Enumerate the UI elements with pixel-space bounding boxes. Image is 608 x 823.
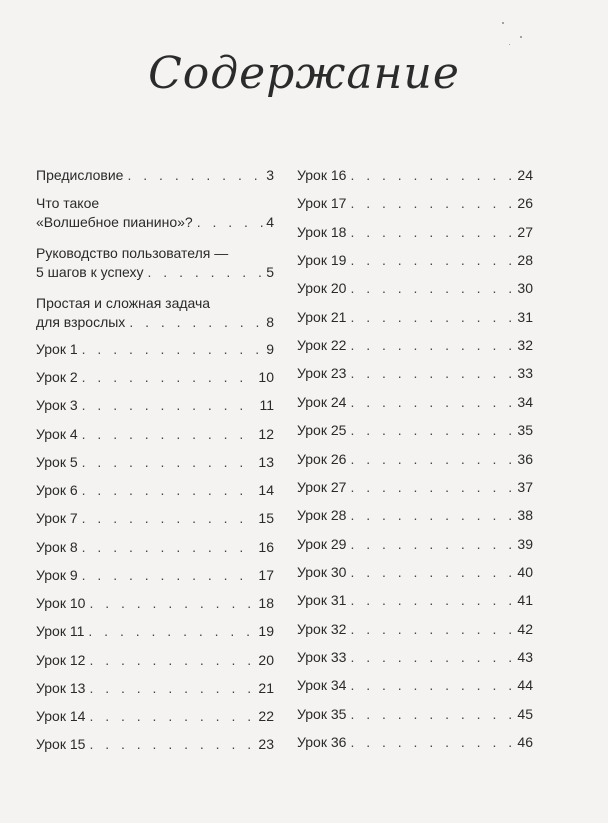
toc-entry-title: Урок 34	[297, 677, 347, 693]
toc-dot-leader	[82, 396, 257, 415]
toc-item	[297, 166, 533, 185]
toc-entry	[297, 705, 533, 724]
toc-page-number: 28	[517, 252, 533, 268]
toc-dot-leader	[350, 450, 514, 469]
toc-entry-title: Урок 11	[36, 623, 85, 639]
toc-page-number: 4	[266, 214, 274, 230]
toc-entry	[36, 481, 274, 500]
toc-item	[36, 509, 274, 528]
toc-item	[36, 340, 274, 359]
toc-page-number: 30	[517, 280, 533, 296]
toc-item	[36, 707, 274, 726]
toc-dot-leader	[197, 213, 264, 232]
toc-item	[36, 194, 274, 232]
toc-item	[297, 421, 533, 440]
toc-entry-title: Урок 6	[36, 482, 78, 498]
toc-dot-leader	[350, 279, 514, 298]
toc-entry-title: Урок 20	[297, 280, 347, 296]
toc-entry-title: Урок 4	[36, 426, 78, 442]
toc-entry	[297, 364, 533, 383]
toc-item	[297, 336, 533, 355]
toc-entry-title: Урок 21	[297, 309, 347, 325]
toc-entry	[297, 563, 533, 582]
toc-entry-title-line: Руководство пользователя —	[36, 245, 229, 261]
toc-entry-title: Урок 36	[297, 734, 347, 750]
toc-item	[36, 481, 274, 500]
toc-dot-leader	[129, 313, 263, 332]
toc-page-number: 3	[266, 167, 274, 183]
toc-item	[297, 393, 533, 412]
toc-entry-title: Урок 16	[297, 167, 347, 183]
toc-item	[36, 396, 274, 415]
paper-speck	[520, 36, 522, 38]
toc-entry	[297, 223, 533, 242]
toc-dot-leader	[82, 340, 264, 359]
toc-page-number: 24	[517, 167, 533, 183]
toc-page-number: 27	[517, 224, 533, 240]
toc-page-number: 20	[258, 652, 274, 668]
toc-item	[36, 368, 274, 387]
toc-item	[36, 538, 274, 557]
toc-dot-leader	[88, 622, 255, 641]
toc-dot-leader	[350, 364, 514, 383]
toc-entry	[297, 336, 533, 355]
toc-entry-title: Урок 24	[297, 394, 347, 410]
toc-dot-leader	[82, 509, 256, 528]
toc-item	[297, 676, 533, 695]
toc-item	[297, 705, 533, 724]
toc-entry-title: Урок 14	[36, 708, 86, 724]
toc-page-number: 44	[517, 677, 533, 693]
paper-speck	[509, 44, 510, 45]
toc-page-number: 45	[517, 706, 533, 722]
toc-item	[297, 620, 533, 639]
toc-entry-title: Урок 32	[297, 621, 347, 637]
toc-item	[36, 244, 274, 282]
toc-item	[36, 594, 274, 613]
toc-entry-title: Урок 17	[297, 195, 347, 211]
toc-item	[36, 453, 274, 472]
toc-entry	[36, 679, 274, 698]
toc-page-number: 43	[517, 649, 533, 665]
toc-entry	[36, 396, 274, 415]
toc-entry	[297, 450, 533, 469]
toc-dot-leader	[350, 251, 514, 270]
toc-item	[297, 506, 533, 525]
toc-dot-leader	[82, 538, 256, 557]
toc-dot-leader	[350, 393, 514, 412]
toc-dot-leader	[350, 733, 514, 752]
toc-page-number: 22	[258, 708, 274, 724]
toc-entry	[36, 538, 274, 557]
toc-dot-leader	[350, 648, 514, 667]
toc-page-number: 18	[258, 595, 274, 611]
toc-dot-leader	[350, 535, 514, 554]
toc-dot-leader	[350, 676, 514, 695]
toc-entry-title: Урок 10	[36, 595, 86, 611]
toc-entry	[297, 591, 533, 610]
toc-entry	[297, 535, 533, 554]
toc-dot-leader	[148, 263, 264, 282]
toc-item	[297, 733, 533, 752]
toc-entry-title: Урок 22	[297, 337, 347, 353]
toc-page-number: 36	[517, 451, 533, 467]
toc-item	[297, 279, 533, 298]
toc-dot-leader	[350, 421, 514, 440]
toc-page-number: 13	[258, 454, 274, 470]
toc-entry-title-line: Что такое	[36, 195, 100, 211]
toc-page-number: 14	[258, 482, 274, 498]
toc-page-number: 34	[517, 394, 533, 410]
toc-dot-leader	[89, 594, 255, 613]
toc-entry-title: Урок 29	[297, 536, 347, 552]
toc-entry-title: Урок 9	[36, 567, 78, 583]
toc-entry-title: Урок 19	[297, 252, 347, 268]
toc-entry-title: Урок 5	[36, 454, 78, 470]
toc-entry-title: для взрослых	[36, 314, 126, 330]
toc-entry-title: Урок 31	[297, 592, 347, 608]
toc-entry	[36, 453, 274, 472]
toc-dot-leader	[350, 223, 514, 242]
toc-page-number: 23	[258, 736, 274, 752]
toc-item	[297, 478, 533, 497]
toc-item	[297, 308, 533, 327]
toc-entry-title: Урок 13	[36, 680, 86, 696]
toc-dot-leader	[89, 651, 255, 670]
toc-entry-title: Урок 8	[36, 539, 78, 555]
toc-dot-leader	[350, 308, 514, 327]
toc-entry-title: Урок 1	[36, 341, 78, 357]
toc-item	[297, 450, 533, 469]
toc-entry-title: Урок 18	[297, 224, 347, 240]
toc-page-number: 39	[517, 536, 533, 552]
toc-page-number: 10	[258, 369, 274, 385]
toc-entry	[36, 735, 274, 754]
toc-item	[36, 735, 274, 754]
toc-entry	[297, 279, 533, 298]
toc-dot-leader	[350, 506, 514, 525]
toc-entry-title: 5 шагов к успеху	[36, 264, 144, 280]
toc-entry	[36, 313, 274, 332]
toc-entry	[297, 166, 533, 185]
toc-page-number: 5	[266, 264, 274, 280]
toc-page-number: 33	[517, 365, 533, 381]
toc-entry	[36, 213, 274, 232]
toc-item	[297, 648, 533, 667]
toc-item	[297, 535, 533, 554]
toc-item	[36, 679, 274, 698]
toc-dot-leader	[89, 735, 255, 754]
page-title: Содержание	[148, 48, 460, 99]
toc-entry	[297, 733, 533, 752]
toc-entry	[297, 478, 533, 497]
toc-entry	[297, 506, 533, 525]
toc-dot-leader	[350, 591, 514, 610]
toc-entry-title: Урок 25	[297, 422, 347, 438]
toc-item	[36, 425, 274, 444]
toc-entry	[36, 707, 274, 726]
toc-entry-title: Урок 7	[36, 510, 78, 526]
toc-item	[297, 223, 533, 242]
toc-item	[36, 566, 274, 585]
toc-dot-leader	[82, 425, 256, 444]
toc-page-number: 11	[259, 397, 274, 413]
toc-page-number: 8	[266, 314, 274, 330]
toc-page-number: 38	[517, 507, 533, 523]
toc-entry-title: Урок 33	[297, 649, 347, 665]
toc-entry-title: Урок 23	[297, 365, 347, 381]
toc-page-number: 9	[266, 341, 274, 357]
toc-entry	[36, 622, 274, 641]
toc-entry	[297, 421, 533, 440]
toc-page-number: 41	[517, 592, 533, 608]
toc-item	[297, 563, 533, 582]
toc-dot-leader	[82, 566, 256, 585]
toc-item	[297, 251, 533, 270]
toc-entry	[297, 393, 533, 412]
toc-entry-title: Урок 35	[297, 706, 347, 722]
toc-entry-title: Урок 3	[36, 397, 78, 413]
toc-item	[297, 591, 533, 610]
toc-item	[297, 194, 533, 213]
toc-entry-title: Урок 27	[297, 479, 347, 495]
toc-entry	[36, 263, 274, 282]
toc-entry	[36, 340, 274, 359]
toc-item	[36, 294, 274, 332]
toc-page-number: 15	[258, 510, 274, 526]
toc-page-number: 31	[517, 309, 533, 325]
toc-dot-leader	[350, 166, 514, 185]
toc-item	[36, 651, 274, 670]
toc-page-number: 40	[517, 564, 533, 580]
toc-entry	[297, 648, 533, 667]
toc-entry	[297, 308, 533, 327]
toc-page-number: 46	[517, 734, 533, 750]
toc-dot-leader	[350, 478, 514, 497]
toc-entry-title-line: Простая и сложная задача	[36, 295, 211, 311]
toc-entry	[36, 166, 274, 185]
toc-dot-leader	[82, 368, 256, 387]
toc-entry	[36, 651, 274, 670]
toc-entry	[36, 368, 274, 387]
toc-entry	[36, 594, 274, 613]
toc-page-number: 35	[517, 422, 533, 438]
toc-entry-title: Предисловие	[36, 167, 124, 183]
toc-item	[297, 364, 533, 383]
toc-page-number: 42	[517, 621, 533, 637]
toc-item	[36, 622, 274, 641]
toc-entry-title: Урок 15	[36, 736, 86, 752]
toc-page-number: 26	[517, 195, 533, 211]
toc-page-number: 37	[517, 479, 533, 495]
toc-item	[36, 166, 274, 185]
toc-entry-title: «Волшебное пианино»?	[36, 214, 193, 230]
toc-dot-leader	[127, 166, 263, 185]
toc-entry-title: Урок 2	[36, 369, 78, 385]
toc-entry	[297, 620, 533, 639]
toc-dot-leader	[89, 707, 255, 726]
toc-entry-title: Урок 26	[297, 451, 347, 467]
toc-page-number: 17	[258, 567, 274, 583]
toc-dot-leader	[350, 705, 514, 724]
toc-dot-leader	[350, 620, 514, 639]
toc-entry-title: Урок 12	[36, 652, 86, 668]
toc-entry	[36, 425, 274, 444]
toc-entry	[36, 509, 274, 528]
toc-dot-leader	[350, 336, 514, 355]
toc-page-number: 32	[517, 337, 533, 353]
toc-dot-leader	[89, 679, 255, 698]
toc-entry	[297, 676, 533, 695]
toc-entry	[297, 194, 533, 213]
toc-entry	[297, 251, 533, 270]
toc-page-number: 16	[258, 539, 274, 555]
toc-page-number: 12	[258, 426, 274, 442]
toc-dot-leader	[350, 563, 514, 582]
toc-dot-leader	[350, 194, 514, 213]
paper-speck	[502, 22, 504, 24]
toc-entry-title: Урок 30	[297, 564, 347, 580]
toc-dot-leader	[82, 481, 256, 500]
toc-page-number: 21	[258, 680, 274, 696]
toc-entry	[36, 566, 274, 585]
toc-page-number: 19	[258, 623, 274, 639]
toc-entry-title: Урок 28	[297, 507, 347, 523]
toc-dot-leader	[82, 453, 256, 472]
